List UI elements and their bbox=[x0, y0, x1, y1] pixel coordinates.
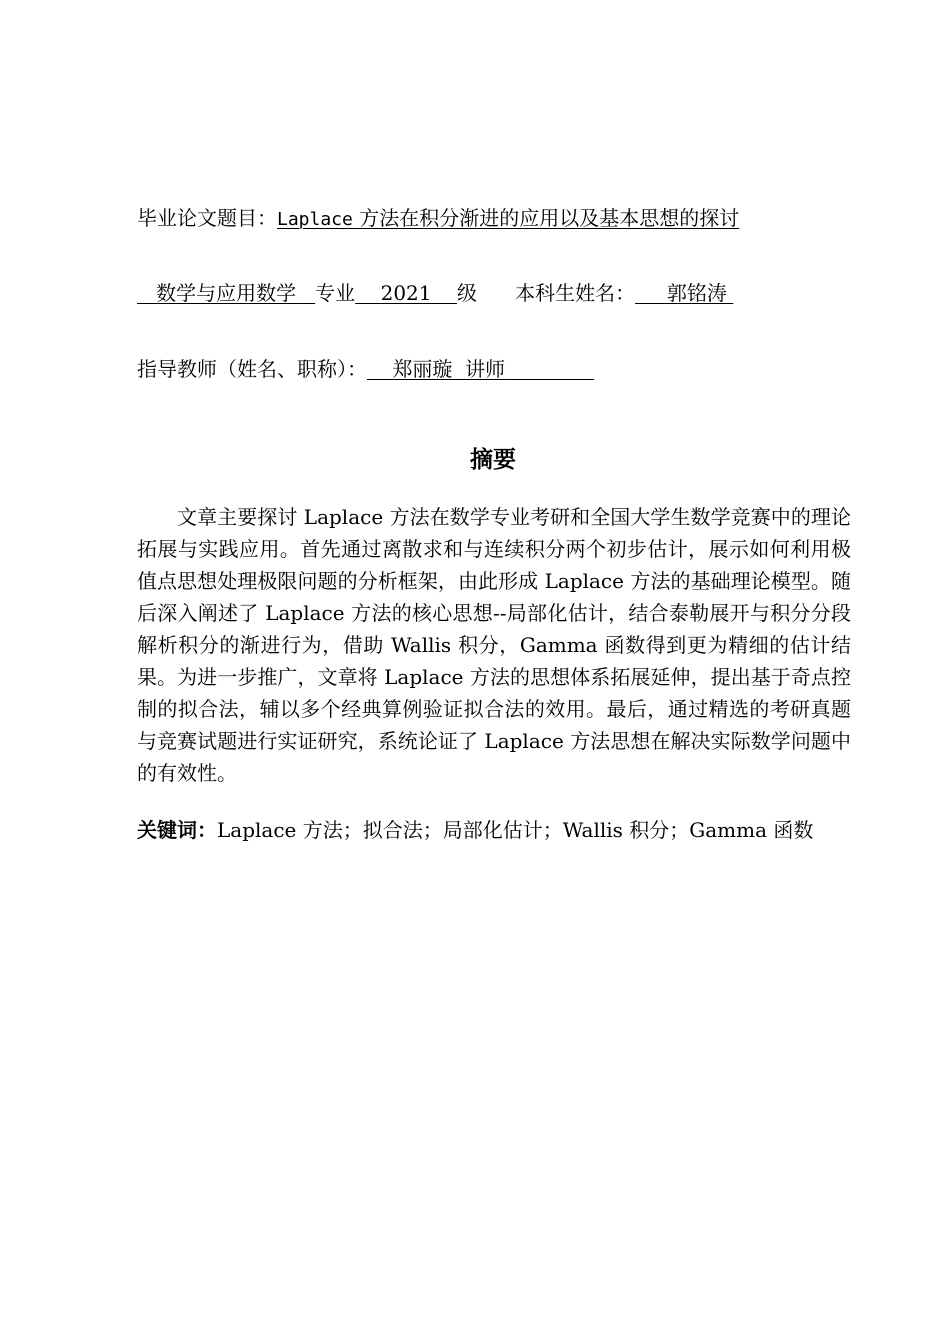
advisor-value: 郑丽璇 讲师 bbox=[392, 357, 506, 381]
major-value: 数学与应用数学 bbox=[156, 281, 297, 305]
student-value: 郭铭涛 bbox=[666, 281, 727, 305]
advisor-field bbox=[367, 357, 594, 381]
major-field bbox=[137, 281, 315, 305]
keywords-label: 关键词： bbox=[137, 818, 217, 842]
thesis-title-rest: 方法在积分渐进的应用以及基本思想的探讨 bbox=[352, 206, 740, 230]
thesis-title-latin: Laplace bbox=[277, 209, 353, 230]
student-label: 本科生姓名： bbox=[515, 281, 636, 305]
advisor-label: 指导教师（姓名、职称）： bbox=[137, 357, 367, 381]
student-field bbox=[635, 281, 733, 305]
major-label: 专业 bbox=[315, 281, 356, 305]
abstract-body: 文章主要探讨 Laplace 方法在数学专业考研和全国大学生数学竞赛中的理论拓展与实践应用。首先通过离散求和与连续积分两个初步估计，展示如何利用极值点思想处理极限问题的分析框架，由此形成 Laplace 方法的基础理论模型。随后深入阐述了 Laplace 方法的核心思想--局部化估计，结合泰勒展开与积分分段解析积分的渐进行为，借助 Wallis 积分，Gamma 函数得到更为精细的估计结果。为进一步推广，文章将 Laplace 方法的思想体系拓展延伸，提出基于奇点控制的拟合法，辅以多个经典算例验证拟合法的效用。最后，通过精选的考研真题与竞赛试题进行实证研究，系统论证了 Laplace 方法思想在解决实际数学问题中的有效性。 bbox=[137, 505, 851, 785]
advisor-line bbox=[137, 357, 594, 381]
year-label: 级 bbox=[456, 281, 477, 305]
thesis-title-line bbox=[137, 206, 739, 232]
year-value: 2021 bbox=[380, 281, 432, 305]
keywords-line bbox=[137, 817, 813, 843]
year-field bbox=[355, 281, 457, 305]
keywords-value: Laplace 方法；拟合法；局部化估计；Wallis 积分；Gamma 函数 bbox=[217, 818, 814, 842]
thesis-title-label: 毕业论文题目： bbox=[137, 206, 277, 230]
major-line bbox=[137, 281, 733, 305]
abstract-heading: 摘要 bbox=[470, 447, 516, 473]
thesis-title-value bbox=[277, 206, 739, 230]
